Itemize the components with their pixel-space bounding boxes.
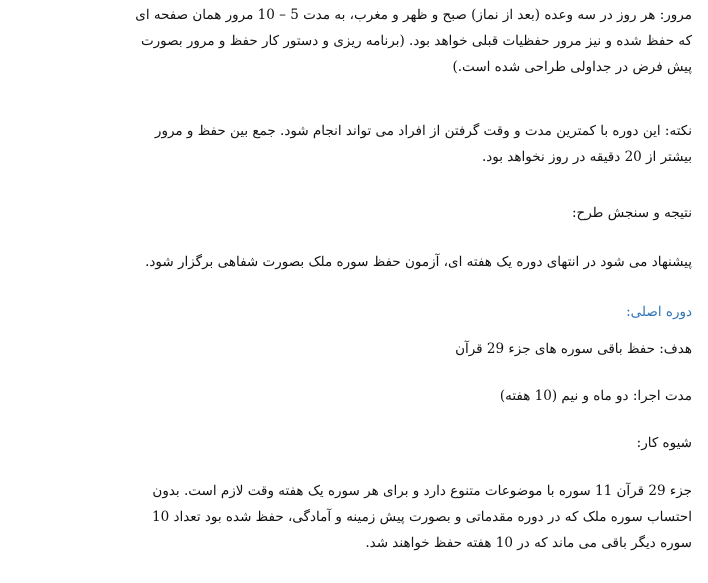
text-line: نتیجه و سنجش طرح: [571,205,692,221]
text-line: مدت اجرا: دو ماه و نیم (10 هفته) [499,388,692,404]
text-line: بیشتر از 20 دقیقه در روز نخواهد بود. [481,149,692,165]
goal-paragraph [52,336,692,362]
text-line: احتساب سوره ملک که در دوره مقدماتی و بصورت پیش زمینه و آمادگی، حفظ شده بود تعداد 10 [151,509,692,525]
text-line: پیش فرض در جداولی طراحی شده است.) [452,59,692,75]
text-line: سوره دیگر باقی می ماند که در 10 هفته حفظ خواهند شد. [365,535,692,551]
review-paragraph [52,2,692,80]
text-line: پیشنهاد می شود در انتهای دوره یک هفته ای، آزمون حفظ سوره ملک بصورت شفاهی برگزار شود. [145,254,692,270]
text-line: که حفظ شده و نیز مرور حفظیات قبلی خواهد بود. (برنامه ریزی و دستور کار حفظ و مرور بصورت [140,33,692,49]
result-heading [52,200,692,226]
text-line: مرور: هر روز در سه وعده (بعد از نماز) صبح و ظهر و مغرب، به مدت 5 – 10 مرور همان صفحه ای [135,7,692,23]
method-heading [52,430,692,456]
text-line: هدف: حفظ باقی سوره های جزء 29 قرآن [455,341,692,357]
exam-paragraph [52,249,692,275]
note-paragraph [52,118,692,170]
text-line: دوره اصلی: [626,304,692,320]
text-line: نکته: این دوره با کمترین مدت و وقت گرفتن از افراد می تواند انجام شود. جمع بین حفظ و مرور [154,123,692,139]
duration-paragraph [52,383,692,409]
method-paragraph [52,478,692,556]
text-line: جزء 29 قرآن 11 سوره با موضوعات متنوع دارد و برای هر سوره یک هفته وقت لازم است. بدون [152,483,692,499]
text-line: شیوه کار: [636,435,692,451]
main-course-heading [52,299,692,325]
